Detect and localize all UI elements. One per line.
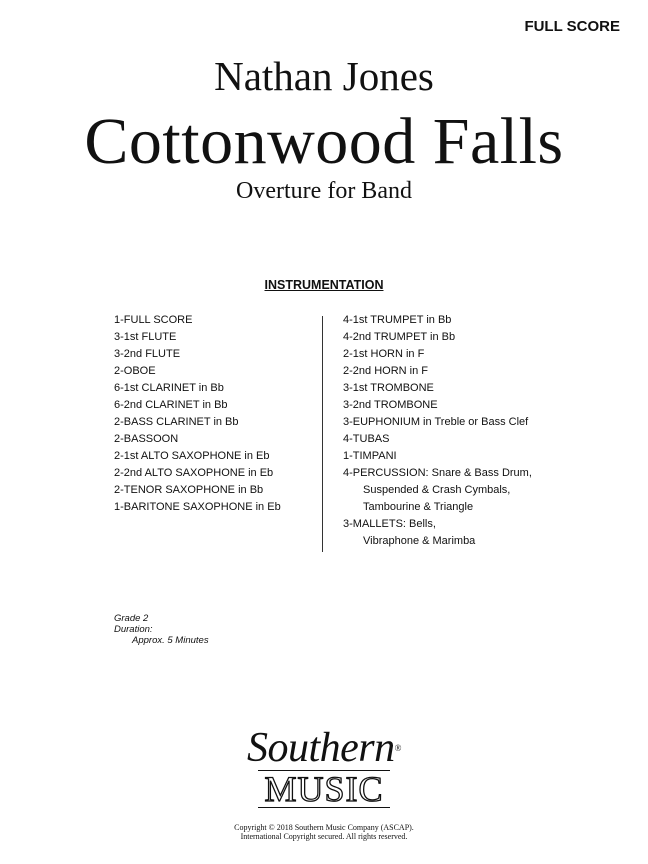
instrument-item: 1-TIMPANI [343, 450, 397, 462]
instrument-item: 3-MALLETS: Bells, [343, 518, 436, 530]
grade-info [114, 613, 209, 646]
logo-southern-text: Southern® [247, 725, 401, 771]
instrument-item: 3-EUPHONIUM in Treble or Bass Clef [343, 416, 529, 428]
instrument-item: 2-2nd HORN in F [343, 365, 428, 377]
page-title: Cottonwood Falls [84, 105, 564, 178]
full-score-label: FULL SCORE [524, 18, 620, 35]
copyright-line-1: Copyright © 2018 Southern Music Company (ASCAP). [234, 823, 414, 832]
instrumentation-heading: INSTRUMENTATION [264, 278, 384, 292]
instrument-item: 2-1st ALTO SAXOPHONE in Eb [114, 450, 270, 462]
instrument-item: Suspended & Crash Cymbals, [363, 484, 511, 496]
instrument-item: 4-PERCUSSION: Snare & Bass Drum, [343, 467, 532, 479]
instrumentation-list-right [343, 312, 532, 550]
instrument-item: 1-BARITONE SAXOPHONE in Eb [114, 501, 281, 513]
instrument-item: 4-2nd TRUMPET in Bb [343, 331, 456, 343]
instrument-item: 3-1st TROMBONE [343, 382, 434, 394]
column-divider [322, 316, 323, 552]
instrument-item: 2-BASSOON [114, 433, 179, 445]
logo-music-text: MUSIC [264, 769, 384, 809]
instrument-item: 3-2nd TROMBONE [343, 399, 438, 411]
page-subtitle: Overture for Band [236, 178, 412, 204]
instrument-item: 3-2nd FLUTE [114, 348, 181, 360]
publisher-logo [0, 725, 648, 809]
registered-mark: ® [394, 743, 401, 753]
duration-value: Approx. 5 Minutes [132, 635, 209, 646]
instrument-item: 4-TUBAS [343, 433, 390, 445]
logo-music-box [258, 770, 389, 808]
duration-label: Duration: [114, 624, 153, 635]
instrument-item: 4-1st TRUMPET in Bb [343, 314, 452, 326]
copyright-notice [0, 823, 648, 841]
instrument-item: 2-2nd ALTO SAXOPHONE in Eb [114, 467, 274, 479]
copyright-line-2: International Copyright secured. All rights reserved. [240, 832, 408, 841]
composer-name: Nathan Jones [214, 53, 434, 99]
grade-text: Grade 2 [114, 613, 149, 624]
instrument-item: 6-2nd CLARINET in Bb [114, 399, 228, 411]
instrument-item: 2-BASS CLARINET in Bb [114, 416, 239, 428]
instrument-item: 1-FULL SCORE [114, 314, 193, 326]
instrument-item: 2-TENOR SAXOPHONE in Bb [114, 484, 264, 496]
instrument-item: 6-1st CLARINET in Bb [114, 382, 224, 394]
instrument-item: 2-OBOE [114, 365, 156, 377]
instrument-item: Tambourine & Triangle [363, 501, 474, 513]
instrument-item: Vibraphone & Marimba [363, 535, 476, 547]
instrument-item: 3-1st FLUTE [114, 331, 177, 343]
instrument-item: 2-1st HORN in F [343, 348, 425, 360]
instrumentation-list-left [114, 312, 281, 516]
